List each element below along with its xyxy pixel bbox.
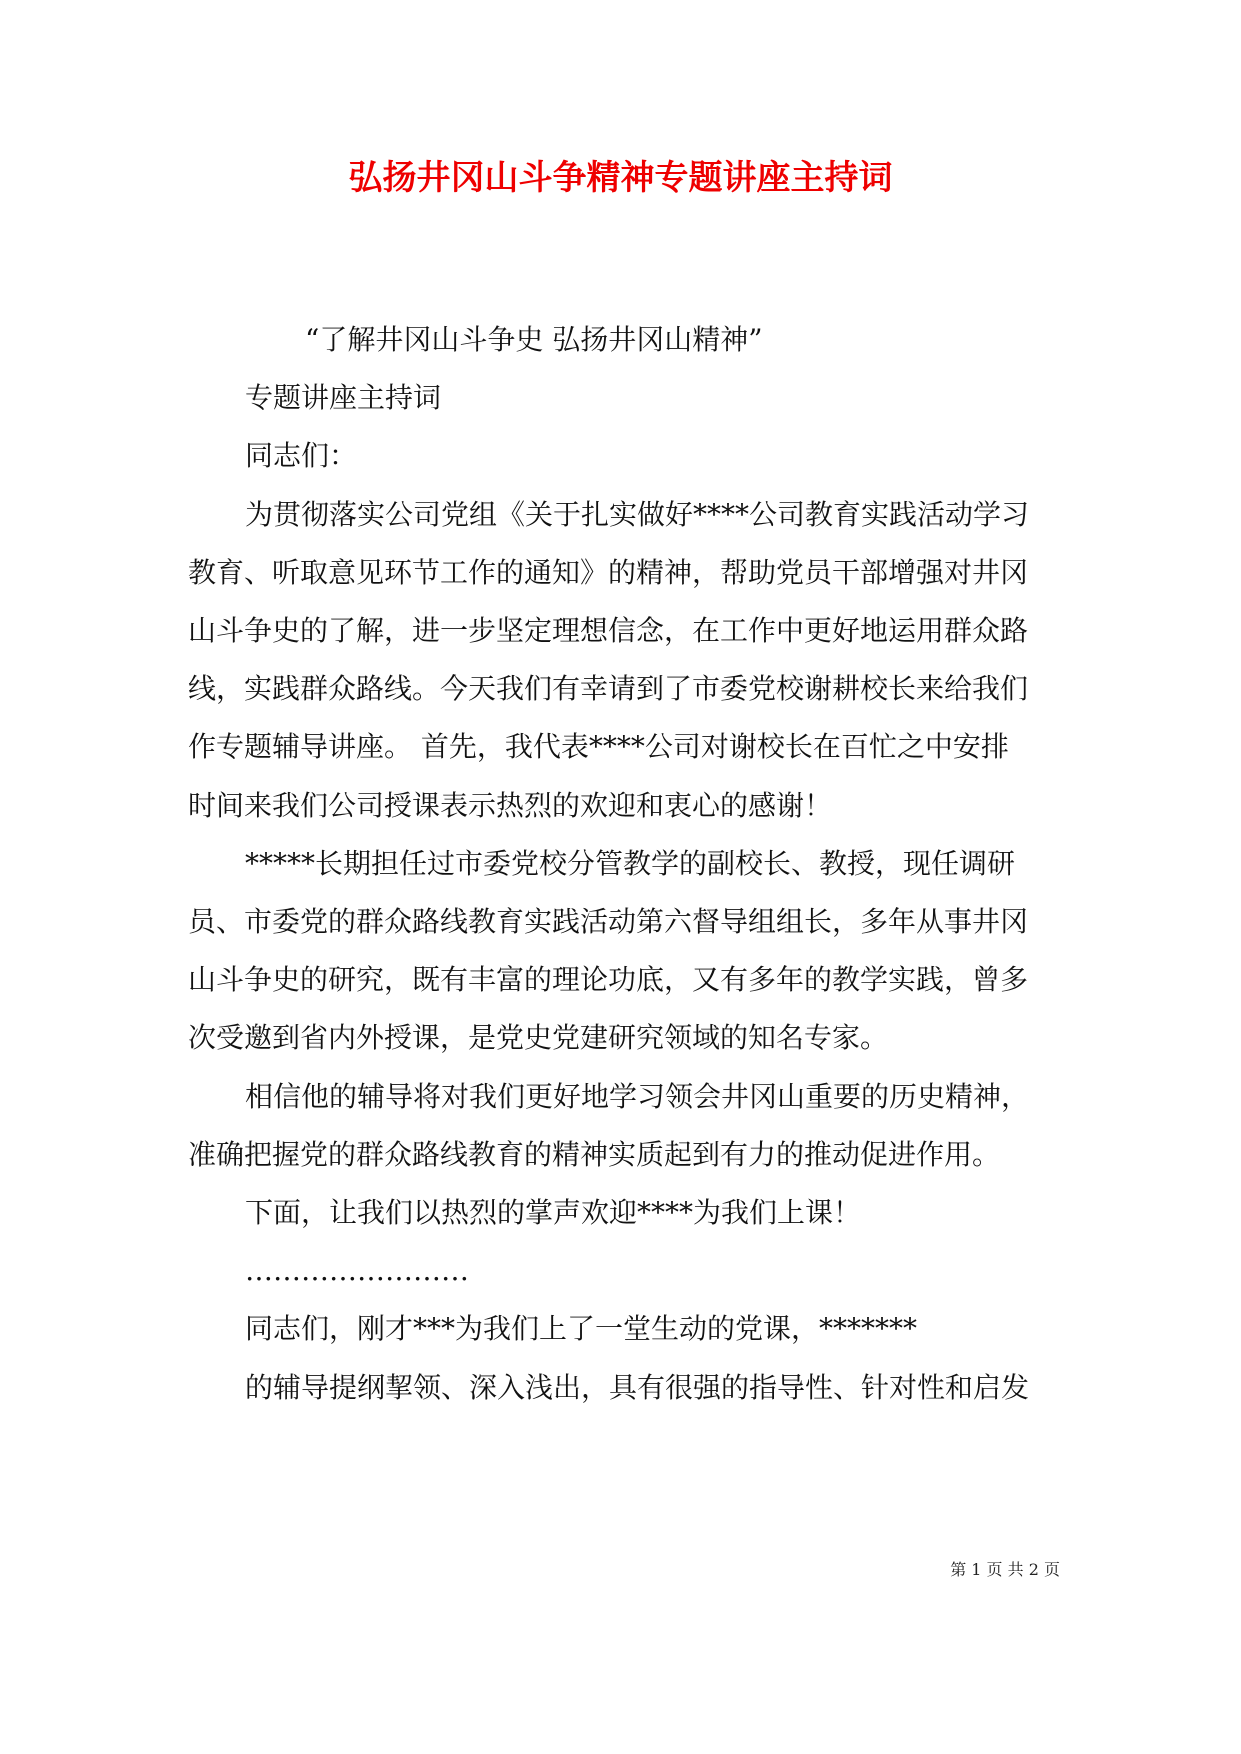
ellipsis-separator: …………………… [245,1254,469,1287]
salutation-line: 同志们： [245,439,358,472]
paragraph-2-line-3: 山斗争史的研究，既有丰富的理论功底，又有多年的教学实践，曾多 [188,963,1029,996]
paragraph-1-line-5: 作专题辅导讲座。 首先，我代表****公司对谢校长在百忙之中安排 [188,730,1009,763]
page-number-footer: 第 1 页 共 2 页 [950,1560,1060,1579]
paragraph-2-line-1: *****长期担任过市委党校分管教学的副校长、教授，现任调研 [245,847,1016,880]
paragraph-4-line-1: 下面，让我们以热烈的掌声欢迎****为我们上课！ [245,1196,862,1229]
paragraph-1-line-2: 教育、听取意见环节工作的通知》的精神，帮助党员干部增强对井冈 [188,556,1029,589]
paragraph-5-line-2: 的辅导提纲挈领、深入浅出，具有很强的指导性、针对性和启发 [245,1371,1030,1404]
paragraph-2-line-2: 员、市委党的群众路线教育实践活动第六督导组组长，多年从事井冈 [188,905,1029,938]
paragraph-3-line-2: 准确把握党的群众路线教育的精神实质起到有力的推动促进作用。 [188,1138,1001,1171]
lecture-theme-line: “了解井冈山斗争史 弘扬井冈山精神” [305,323,763,356]
paragraph-1-line-6: 时间来我们公司授课表示热烈的欢迎和衷心的感谢！ [188,789,833,822]
document-title: 弘扬井冈山斗争精神专题讲座主持词 [348,158,893,198]
paragraph-1-line-4: 线，实践群众路线。今天我们有幸请到了市委党校谢耕校长来给我们 [188,672,1029,705]
lecture-subtitle-line: 专题讲座主持词 [245,381,442,414]
paragraph-5-line-1: 同志们，刚才***为我们上了一堂生动的党课，******* [245,1312,918,1345]
paragraph-3-line-1: 相信他的辅导将对我们更好地学习领会井冈山重要的历史精神， [245,1080,1030,1113]
paragraph-1-line-1: 为贯彻落实公司党组《关于扎实做好****公司教育实践活动学习 [245,498,1030,531]
paragraph-2-line-4: 次受邀到省内外授课，是党史党建研究领域的知名专家。 [188,1021,889,1054]
paragraph-1-line-3: 山斗争史的了解，进一步坚定理想信念，在工作中更好地运用群众路 [188,614,1029,647]
